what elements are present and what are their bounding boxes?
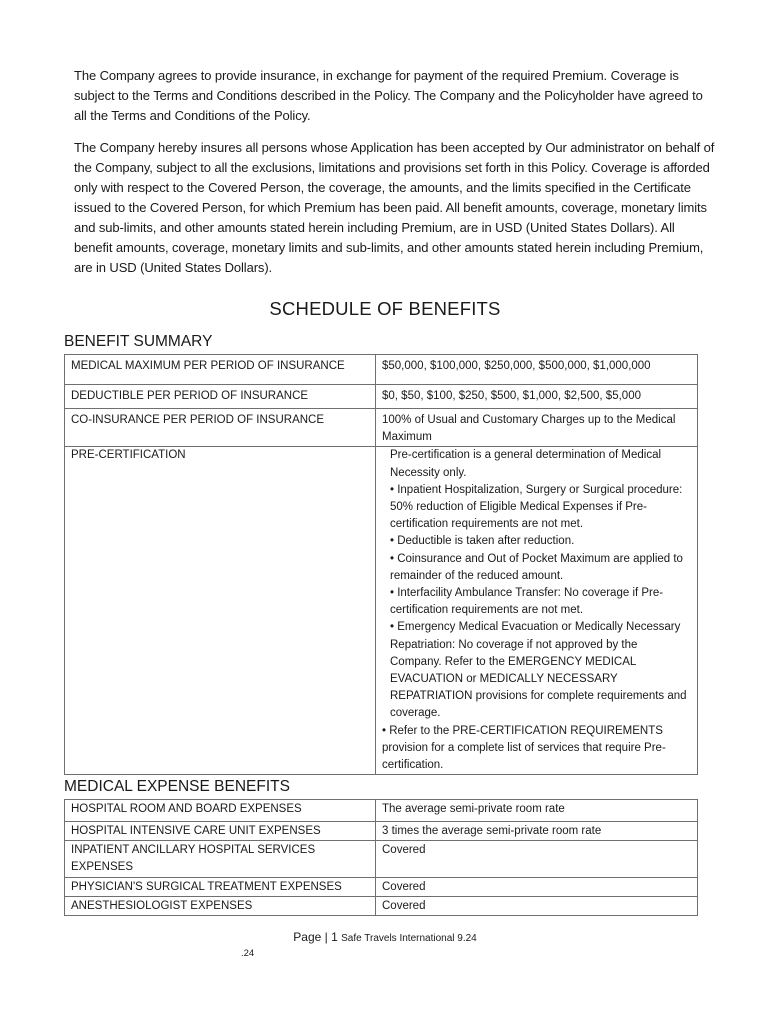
- precert-list: [382, 447, 691, 774]
- row-label: HOSPITAL INTENSIVE CARE UNIT EXPENSES: [65, 822, 376, 841]
- row-label: CO-INSURANCE PER PERIOD OF INSURANCE: [65, 409, 376, 447]
- footer-note: .24: [241, 948, 255, 959]
- list-item: • Inpatient Hospitalization, Surgery or Surgical procedure: 50% reduction of Eligible Medical Expenses if Pre-certification requirements are not met.: [390, 483, 683, 531]
- row-label: MEDICAL MAXIMUM PER PERIOD OF INSURANCE: [65, 355, 376, 385]
- medical-expense-heading: MEDICAL EXPENSE BENEFITS: [64, 778, 290, 795]
- row-label: PHYSICIAN'S SURGICAL TREATMENT EXPENSES: [65, 877, 376, 896]
- list-item: • Refer to the PRE-CERTIFICATION REQUIREMENTS provision for a complete list of services that require Pre-certification.: [382, 724, 666, 772]
- row-value: 3 times the average semi-private room rate: [376, 822, 698, 841]
- table-row: [65, 896, 698, 915]
- row-value: $0, $50, $100, $250, $500, $1,000, $2,500, $5,000: [376, 385, 698, 409]
- table-row: [65, 447, 698, 775]
- list-item: • Coinsurance and Out of Pocket Maximum are applied to remainder of the reduced amount.: [390, 552, 683, 582]
- intro-paragraph-1: The Company agrees to provide insurance, in exchange for payment of the required Premium. Coverage is subject to the Terms and Conditions described in the Policy. The Company and the Policyholder have agreed to all the Terms and Conditions of the Policy.: [74, 68, 703, 123]
- row-value: Covered: [376, 877, 698, 896]
- row-value: 100% of Usual and Customary Charges up to the Medical Maximum: [376, 409, 698, 447]
- page-title: SCHEDULE OF BENEFITS: [269, 298, 501, 319]
- list-item: • Deductible is taken after reduction.: [390, 535, 575, 548]
- medical-expense-table: [64, 799, 698, 916]
- table-row: [65, 385, 698, 409]
- row-label: ANESTHESIOLOGIST EXPENSES: [65, 896, 376, 915]
- table-row: [65, 841, 698, 877]
- row-value: Covered: [376, 896, 698, 915]
- table-row: [65, 822, 698, 841]
- list-item: • Emergency Medical Evacuation or Medically Necessary Repatriation: No coverage if not approved by the Company. Refer to the EMERGENCY MEDICAL EVACUATION or MEDICALLY NECESSARY REPATRIATION provisions for complete requirements and coverage.: [390, 621, 687, 720]
- page-footer: [0, 930, 770, 944]
- list-item: • Interfacility Ambulance Transfer: No coverage if Pre-certification requirements are not met.: [390, 587, 664, 617]
- table-row: [65, 409, 698, 447]
- row-value: The average semi-private room rate: [376, 800, 698, 822]
- page-number: Page | 1: [293, 930, 338, 944]
- table-row: [65, 355, 698, 385]
- row-label: INPATIENT ANCILLARY HOSPITAL SERVICES EXPENSES: [65, 841, 376, 877]
- precert-details: [376, 447, 698, 775]
- benefit-summary-heading: BENEFIT SUMMARY: [64, 333, 213, 350]
- row-value: $50,000, $100,000, $250,000, $500,000, $1,000,000: [376, 355, 698, 385]
- document-name: Safe Travels International 9.24: [341, 933, 477, 944]
- intro-paragraph-2: The Company hereby insures all persons whose Application has been accepted by Our administrator on behalf of the Company, subject to all the exclusions, limitations and provisions set forth in this Policy. Coverage is afforded only with respect to the Covered Person, the coverage, the amounts, and the limits specified in the Certificate issued to the Covered Person, for which Premium has been paid. All benefit amounts, coverage, monetary limits and sub-limits, and other amounts stated herein including Premium, are in USD (United States Dollars). All benefit amounts, coverage, monetary limits and sub-limits, and other amounts stated herein including Premium, are in USD (United States Dollars).: [74, 140, 715, 275]
- row-value: Covered: [376, 841, 698, 877]
- row-label: HOSPITAL ROOM AND BOARD EXPENSES: [65, 800, 376, 822]
- precert-label: PRE-CERTIFICATION: [65, 447, 376, 775]
- table-row: [65, 800, 698, 822]
- table-row: [65, 877, 698, 896]
- row-label: DEDUCTIBLE PER PERIOD OF INSURANCE: [65, 385, 376, 409]
- list-item: Pre-certification is a general determination of Medical Necessity only.: [390, 449, 662, 479]
- benefit-summary-table: [64, 354, 698, 775]
